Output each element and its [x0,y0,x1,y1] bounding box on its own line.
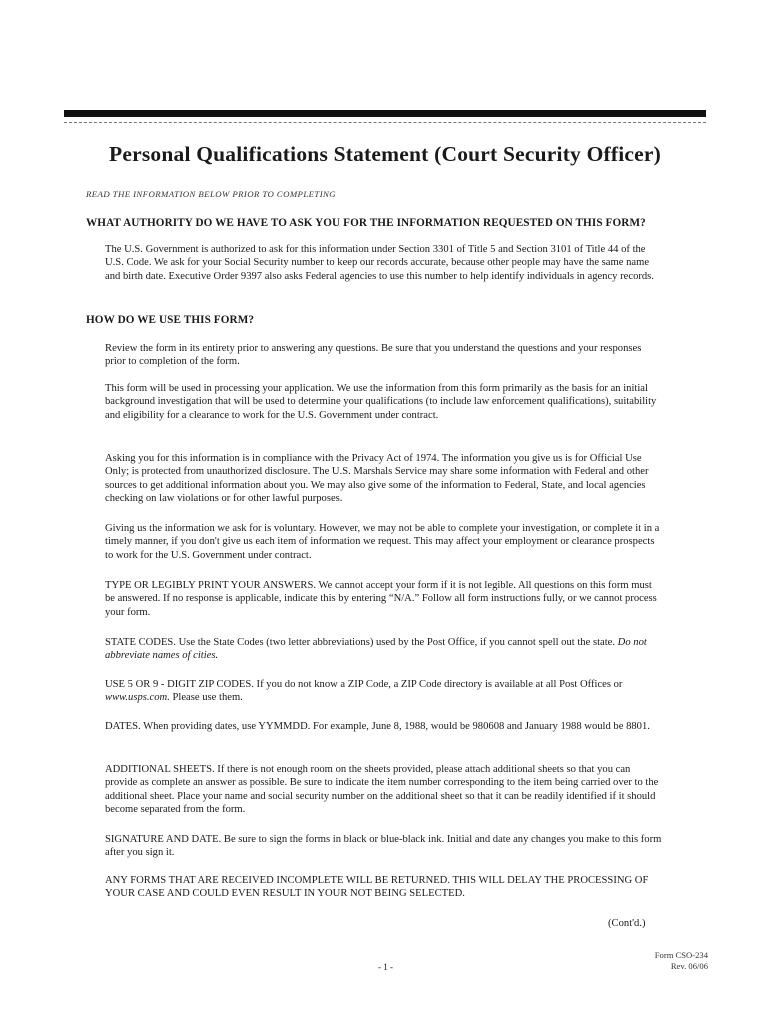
zip-paragraph [105,678,663,705]
authority-heading: WHAT AUTHORITY DO WE HAVE TO ASK YOU FOR THE INFORMATION REQUESTED ON THIS FORM? [86,217,646,229]
signature-paragraph: SIGNATURE AND DATE. Be sure to sign the forms in black or blue-black ink. Initial and date any changes you make to this form after you sign it. [105,834,662,859]
review-paragraph: Review the form in its entirety prior to answering any questions. Be sure that you understand the questions and your responses prior to completion of the form. [105,343,642,368]
read-notice: READ THE INFORMATION BELOW PRIOR TO COMPLETING [86,189,337,199]
authority-paragraph: The U.S. Government is authorized to ask for this information under Section 3301 of Title 5 and Section 3101 of Title 44 of the U.S. Code. We ask for your Social Security number to keep our records accurate, because other people may have the same name and birth date. Executive Order 9397 also asks Federal agencies to use this number to help identify individuals in agency records. [105,244,654,282]
legibility-paragraph: TYPE OR LEGIBLY PRINT YOUR ANSWERS. We cannot accept your form if it is not legible. All questions on this form must be answered. If no response is applicable, indicate this by entering “N/A.” Follow all form instructions fully, or we cannot process your form. [105,580,657,618]
processing-paragraph: This form will be used in processing your application. We use the information from this form primarily as the basis for an initial background investigation that will be used to determine your qualifications (to include law enforcement qualifications), suitability and eligibility for a clearance to work for the U.S. Government under contract. [105,383,657,421]
state-codes-paragraph [105,636,663,663]
page-title: Personal Qualifications Statement (Court Security Officer) [109,142,661,166]
form-number-block [655,950,708,972]
form-number: Form CSO-234 [654,950,708,960]
incomplete-warning: ANY FORMS THAT ARE RECEIVED INCOMPLETE WILL BE RETURNED. THIS WILL DELAY THE PROCESSING OF YOUR CASE AND COULD EVEN RESULT IN YOUR NOT BEING SELECTED. [105,875,649,900]
usps-link[interactable]: www.usps.com. [105,692,170,704]
zip-text: USE 5 OR 9 - DIGIT ZIP CODES. If you do not know a ZIP Code, a ZIP Code directory is available at all Post Offices or [105,679,623,690]
continued-note: (Cont'd.) [608,918,646,929]
zip-text-after: Please use them. [172,692,243,704]
top-dashed-rule [64,122,706,123]
revision-date: Rev. 06/06 [670,961,708,971]
state-codes-text: STATE CODES. Use the State Codes (two letter abbreviations) used by the Post Office, if you cannot spell out the state. [105,637,616,648]
additional-sheets-paragraph: ADDITIONAL SHEETS. If there is not enough room on the sheets provided, please attach additional sheets so that you can provide as complete an answer as possible. Be sure to indicate the item number corresponding to the item being carried over to the additional sheet. Place your name and social security number on the additional sheet so that it can be readily identified if it should become separated from the form. [105,764,659,816]
privacy-paragraph: Asking you for this information is in compliance with the Privacy Act of 1974. The information you give us is for Official Use Only; is protected from unauthorized disclosure. The U.S. Marshals Service may share some information with Federal and other sources to get additional information about you. We may also give some of the information to Federal, State, and local agencies checking on law violations or for other lawful purposes. [105,453,649,505]
usage-heading: HOW DO WE USE THIS FORM? [86,314,255,326]
voluntary-paragraph: Giving us the information we ask for is voluntary. However, we may not be able to complete your investigation, or complete it in a timely manner, if you don't give us each item of information we request. This may affect your employment or clearance prospects to work for the U.S. Government under contract. [105,523,660,561]
dates-paragraph: DATES. When providing dates, use YYMMDD. For example, June 8, 1988, would be 980608 and January 1988 would be 8801. [105,721,650,732]
state-codes-emphasis: Do not abbreviate names of cities. [105,637,647,662]
top-rule [64,110,706,117]
page-number: - 1 - [378,962,393,972]
